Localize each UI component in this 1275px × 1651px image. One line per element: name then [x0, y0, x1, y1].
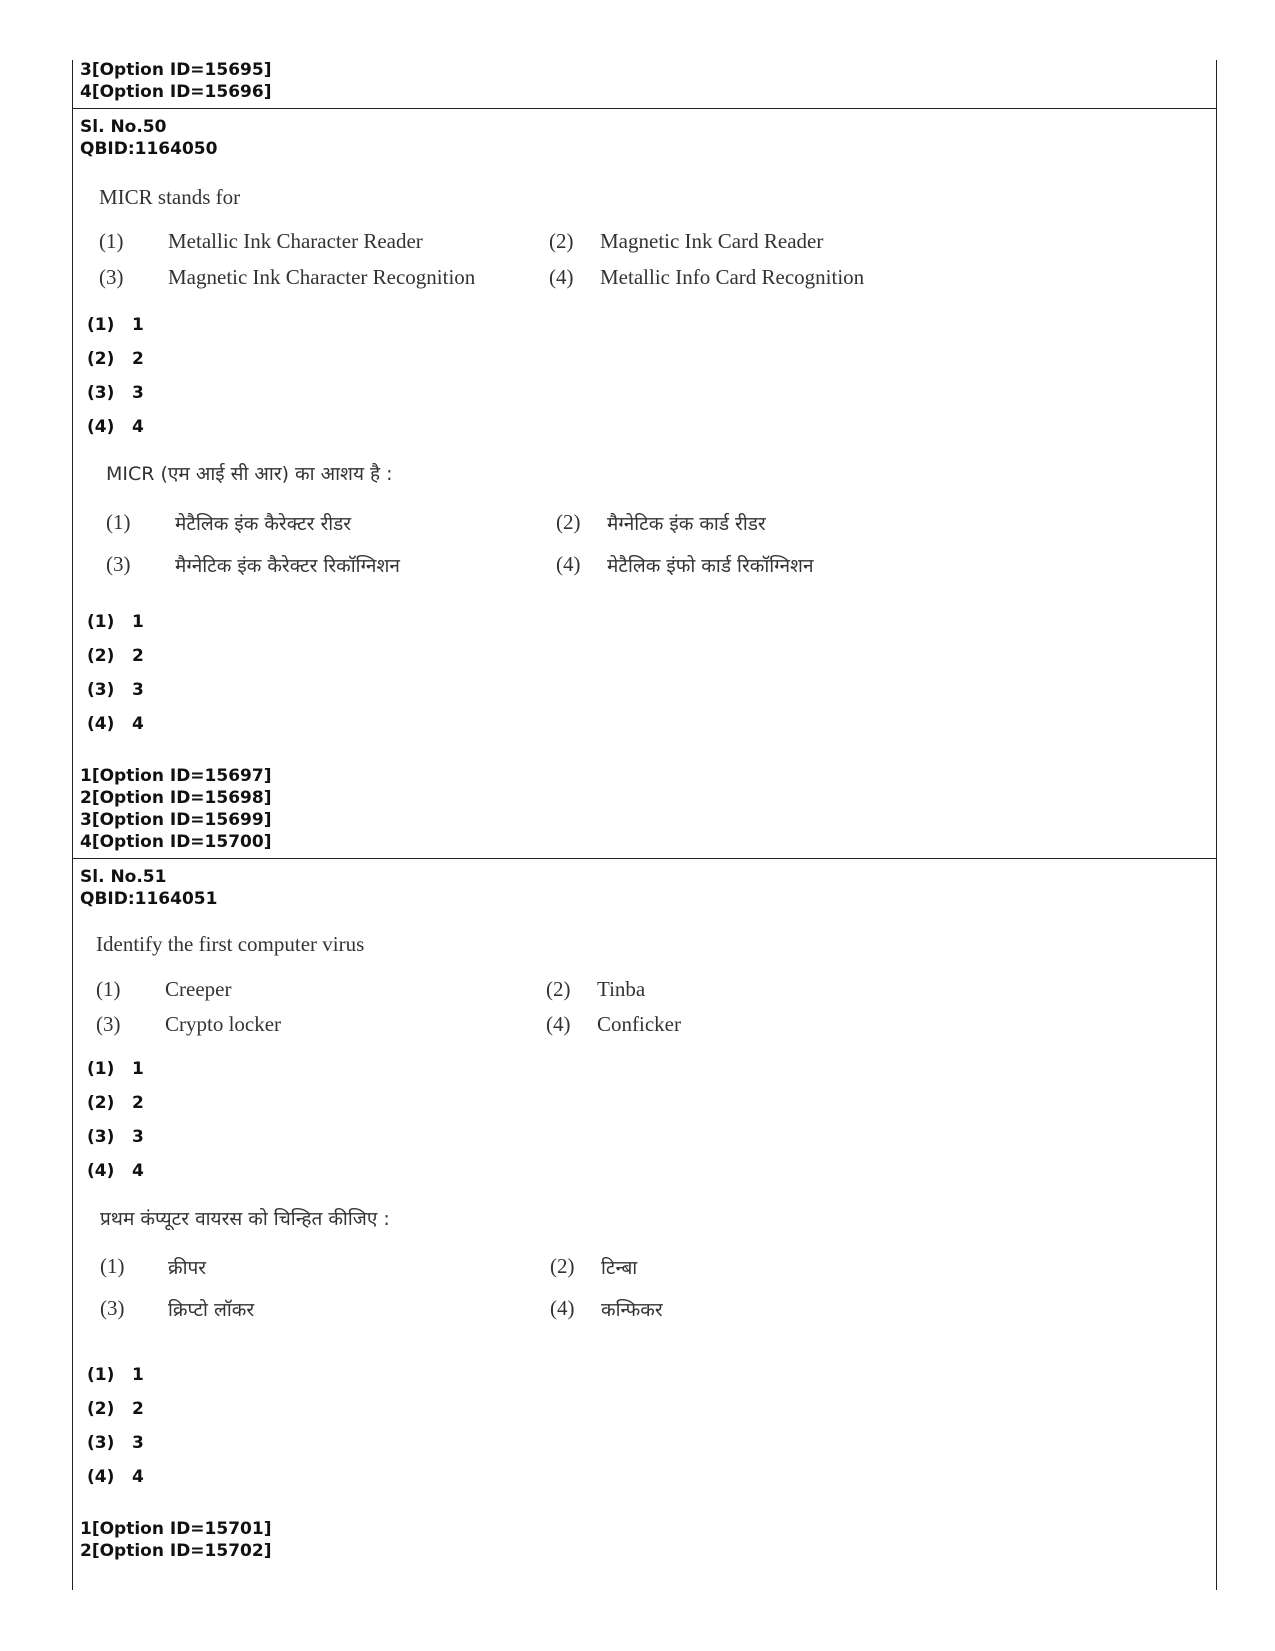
answer-choice[interactable]: (1) 1 [87, 612, 144, 632]
option-number: (2) [556, 510, 581, 534]
option-text: Crypto locker [165, 1012, 282, 1036]
option-text: Conficker [597, 1012, 681, 1036]
option-id: 2[Option ID=15702] [80, 1541, 272, 1561]
option-id: 3[Option ID=15699] [80, 810, 272, 830]
option-text-hindi: क्रिप्टो लॉकर [168, 1299, 255, 1321]
option-number: (1) [96, 977, 121, 1001]
option-number: (4) [546, 1012, 571, 1036]
option-text-hindi: मेटैलिक इंफो कार्ड रिकॉग्निशन [607, 555, 814, 577]
option-id: 2[Option ID=15698] [80, 788, 272, 808]
option-id: 4[Option ID=15696] [80, 82, 272, 102]
answer-choice[interactable]: (3) 3 [87, 1433, 144, 1453]
divider [72, 108, 1217, 109]
option-text: Creeper [165, 977, 232, 1001]
answer-choice[interactable]: (3) 3 [87, 383, 144, 403]
answer-choice[interactable]: (3) 3 [87, 1127, 144, 1147]
option-number: (4) [556, 552, 581, 576]
answer-choice[interactable]: (1) 1 [87, 1365, 144, 1385]
option-id: 4[Option ID=15700] [80, 832, 272, 852]
option-number: (4) [549, 265, 574, 289]
serial-number: Sl. No.50 [80, 117, 167, 137]
answer-choice[interactable]: (3) 3 [87, 680, 144, 700]
option-number: (2) [550, 1254, 575, 1278]
serial-number: Sl. No.51 [80, 867, 167, 887]
option-number: (3) [106, 552, 131, 576]
answer-choice[interactable]: (2) 2 [87, 646, 144, 666]
option-number: (1) [106, 510, 131, 534]
option-text: Tinba [597, 977, 646, 1001]
answer-choice[interactable]: (2) 2 [87, 349, 144, 369]
option-number: (3) [99, 265, 124, 289]
option-text-hindi: क्रीपर [168, 1257, 207, 1279]
option-number: (1) [99, 229, 124, 253]
option-number: (2) [546, 977, 571, 1001]
question-text: Identify the first computer virus [96, 932, 365, 956]
qbid: QBID:1164050 [80, 139, 218, 159]
divider [72, 858, 1217, 859]
option-text-hindi: मैग्नेटिक इंक कैरेक्टर रिकॉग्निशन [175, 555, 400, 577]
option-text: Magnetic Ink Card Reader [600, 229, 824, 253]
qbid: QBID:1164051 [80, 889, 218, 909]
answer-choice[interactable]: (4) 4 [87, 417, 144, 437]
answer-choice[interactable]: (2) 2 [87, 1093, 144, 1113]
question-text-hindi: MICR (एम आई सी आर) का आशय है : [106, 463, 393, 485]
option-text-hindi: मेटैलिक इंक कैरेक्टर रीडर [175, 513, 352, 535]
answer-choice[interactable]: (4) 4 [87, 1161, 144, 1181]
question-text: MICR stands for [99, 185, 241, 209]
option-text: Metallic Info Card Recognition [600, 265, 865, 289]
option-number: (2) [549, 229, 574, 253]
option-text-hindi: टिन्बा [601, 1257, 638, 1279]
answer-choice[interactable]: (1) 1 [87, 1059, 144, 1079]
answer-choice[interactable]: (4) 4 [87, 1467, 144, 1487]
option-number: (4) [550, 1296, 575, 1320]
option-text-hindi: मैग्नेटिक इंक कार्ड रीडर [607, 513, 766, 535]
option-id: 1[Option ID=15701] [80, 1519, 272, 1539]
question-text-hindi: प्रथम कंप्यूटर वायरस को चिन्हित कीजिए : [100, 1208, 390, 1230]
option-text-hindi: कन्फिकर [601, 1299, 663, 1321]
option-id: 3[Option ID=15695] [80, 60, 272, 80]
option-number: (1) [100, 1254, 125, 1278]
answer-choice[interactable]: (4) 4 [87, 714, 144, 734]
option-id: 1[Option ID=15697] [80, 766, 272, 786]
option-text: Magnetic Ink Character Recognition [168, 265, 476, 289]
option-text: Metallic Ink Character Reader [168, 229, 423, 253]
option-number: (3) [96, 1012, 121, 1036]
answer-choice[interactable]: (2) 2 [87, 1399, 144, 1419]
option-number: (3) [100, 1296, 125, 1320]
answer-choice[interactable]: (1) 1 [87, 315, 144, 335]
